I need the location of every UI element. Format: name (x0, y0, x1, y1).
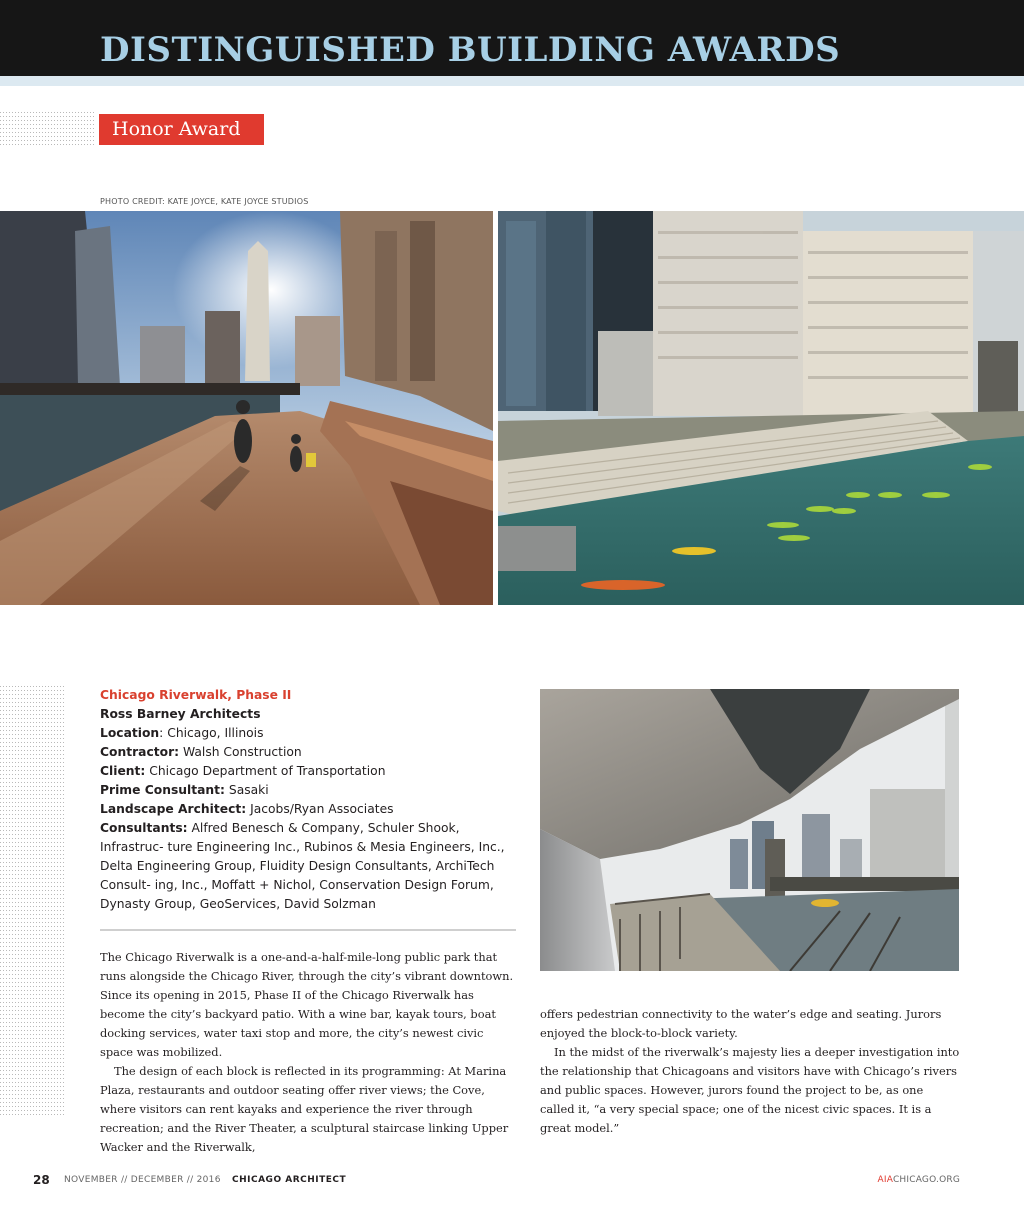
decorative-dot-pattern (0, 112, 96, 146)
decorative-dot-pattern (0, 686, 64, 1116)
header-rule (0, 76, 1024, 86)
riverwalk-canopy-photo (540, 689, 959, 971)
river-theater-kayaks-photo (498, 211, 1024, 605)
project-info (100, 686, 516, 914)
magazine-name: CHICAGO ARCHITECT (232, 1175, 347, 1185)
project-title: Chicago Riverwalk, Phase II (100, 688, 292, 702)
body-paragraph: The Chicago Riverwalk is a one-and-a-half-mile-long public park that runs alongside the Chicago River, through the city’s vibrant downtown. Since its opening in 2015, Phase II of the Chicago Riverwalk has become the city’s backyard patio. With a wine bar, kayak tours, boat docking services, water taxi stop and more, the city’s newest civic space was mobilized. (100, 950, 514, 1059)
section-divider (100, 929, 516, 931)
riverwalk-boardwalk-photo (0, 211, 493, 605)
project-detail: Client: Chicago Department of Transportation (100, 764, 386, 778)
project-detail: Consultants: Alfred Benesch & Company, Schuler Shook, Infrastruc- ture Engineering Inc., Rubinos & Mesia Engineers, Inc., Delta Engineering Group, Fluidity Design Consultants, ArchiTech Consult- ing, Inc., Moffatt + Nichol, Conservation Design Forum, Dynasty Group, GeoServices, David Solzman (100, 821, 505, 911)
project-detail: Contractor: Walsh Construction (100, 745, 302, 759)
award-badge: Honor Award (99, 114, 264, 145)
photo-credit: PHOTO CREDIT: KATE JOYCE, KATE JOYCE STUDIOS (100, 197, 309, 206)
body-paragraph: The design of each block is reflected in its programming: At Marina Plaza, restaurants and outdoor seating offer river views; the Cove, where visitors can rent kayaks and experience the river through recreation; and the River Theater, a sculptural staircase linking Upper Wacker and the Riverwalk, (100, 1064, 509, 1154)
page-section-title: DISTINGUISHED BUILDING AWARDS (100, 30, 841, 70)
project-detail: Landscape Architect: Jacobs/Ryan Associates (100, 802, 394, 816)
body-paragraph: offers pedestrian connectivity to the water’s edge and seating. Jurors enjoyed the block-to-block variety. (540, 1007, 942, 1040)
website-link[interactable] (878, 1175, 960, 1185)
project-detail: Location: Chicago, Illinois (100, 726, 264, 740)
website-prefix: AIA (877, 1175, 893, 1185)
body-column-left (100, 948, 516, 1157)
project-detail: Prime Consultant: Sasaki (100, 783, 269, 797)
architect-firm: Ross Barney Architects (100, 707, 261, 721)
body-paragraph: In the midst of the riverwalk’s majesty lies a deeper investigation into the relationship that Chicagoans and visitors have with Chicago’s rivers and public spaces. However, jurors found the project to be, as one called it, “a very special space; one of the nicest civic spaces. It is a great model.” (540, 1045, 960, 1135)
website-domain: CHICAGO.ORG (892, 1175, 960, 1185)
issue-date: NOVEMBER // DECEMBER // 2016 (64, 1175, 221, 1185)
body-column-right (540, 1005, 960, 1138)
page-number: 28 (33, 1173, 50, 1187)
